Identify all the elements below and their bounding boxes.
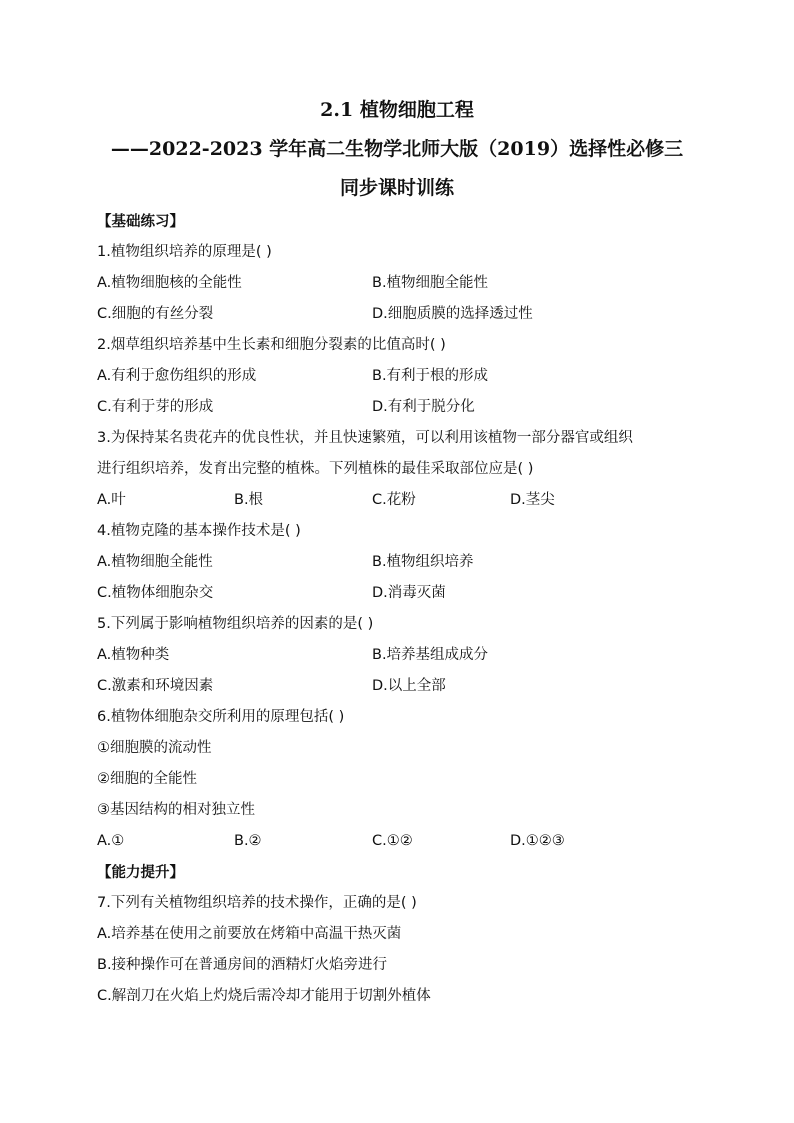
question-7-stem: 7.下列有关植物组织培养的技术操作，正确的是( ) (97, 895, 417, 911)
option-a: A.植物细胞核的全能性 (97, 275, 242, 291)
option-b: B.② (234, 833, 262, 849)
option-b: B.接种操作可在普通房间的酒精灯火焰旁进行 (97, 957, 388, 973)
question-1-options-row-1 (97, 268, 697, 299)
option-c: C.有利于芽的形成 (97, 399, 214, 415)
question-2-stem: 2.烟草组织培养基中生长素和细胞分裂素的比值高时( ) (97, 337, 446, 353)
option-d: D.茎尖 (510, 492, 555, 508)
option-b: B.植物细胞全能性 (372, 275, 489, 291)
option-d: D.①②③ (510, 833, 565, 849)
question-6-item-3: ③基因结构的相对独立性 (97, 802, 255, 818)
option-c: C.解剖刀在火焰上灼烧后需冷却才能用于切割外植体 (97, 988, 431, 1004)
option-c: C.植物体细胞杂交 (97, 585, 214, 601)
document-title: 2.1 植物细胞工程 (320, 99, 474, 121)
question-6-stem: 6.植物体细胞杂交所利用的原理包括( ) (97, 709, 345, 725)
option-a: A.① (97, 833, 125, 849)
question-5-stem: 5.下列属于影响植物组织培养的因素的是( ) (97, 616, 374, 632)
option-d: D.以上全部 (372, 678, 446, 694)
question-3-stem-line-1: 3.为保持某名贵花卉的优良性状，并且快速繁殖，可以利用该植物一部分器官或组织 (97, 430, 633, 446)
option-c: C.细胞的有丝分裂 (97, 306, 214, 322)
question-4-options-row-2 (97, 578, 697, 609)
option-a: A.培养基在使用之前要放在烤箱中高温干热灭菌 (97, 926, 402, 942)
option-d: D.消毒灭菌 (372, 585, 446, 601)
option-d: D.细胞质膜的选择透过性 (372, 306, 533, 322)
section-heading-advanced: 【能力提升】 (97, 864, 184, 881)
option-b: B.植物组织培养 (372, 554, 474, 570)
section-heading-basic: 【基础练习】 (97, 213, 184, 230)
question-2-options-row-1 (97, 361, 697, 392)
option-a: A.植物细胞全能性 (97, 554, 213, 570)
option-c: C.①② (372, 833, 413, 849)
question-3-options-row (97, 485, 697, 516)
question-1-stem: 1.植物组织培养的原理是( ) (97, 244, 272, 260)
question-1-options-row-2 (97, 299, 697, 330)
question-body (97, 206, 697, 1012)
option-a: A.植物种类 (97, 647, 170, 663)
option-c: C.花粉 (372, 492, 416, 508)
option-b: B.有利于根的形成 (372, 368, 489, 384)
question-6-item-1: ①细胞膜的流动性 (97, 740, 212, 756)
option-d: D.有利于脱分化 (372, 399, 475, 415)
option-a: A.有利于愈伤组织的形成 (97, 368, 257, 384)
question-2-options-row-2 (97, 392, 697, 423)
question-5-options-row-1 (97, 640, 697, 671)
option-a: A.叶 (97, 492, 126, 508)
question-5-options-row-2 (97, 671, 697, 702)
question-3-stem-line-2: 进行组织培养，发育出完整的植株。下列植株的最佳采取部位应是( ) (97, 461, 534, 477)
document-subtitle: ——2022-2023 学年高二生物学北师大版（2019）选择性必修三 (110, 138, 684, 160)
question-4-stem: 4.植物克隆的基本操作技术是( ) (97, 523, 301, 539)
option-b: B.根 (234, 492, 264, 508)
document-subtitle-2: 同步课时训练 (339, 177, 454, 199)
question-6-options-row (97, 826, 697, 857)
option-c: C.激素和环境因素 (97, 678, 214, 694)
option-b: B.培养基组成成分 (372, 647, 489, 663)
question-4-options-row-1 (97, 547, 697, 578)
question-6-item-2: ②细胞的全能性 (97, 771, 197, 787)
